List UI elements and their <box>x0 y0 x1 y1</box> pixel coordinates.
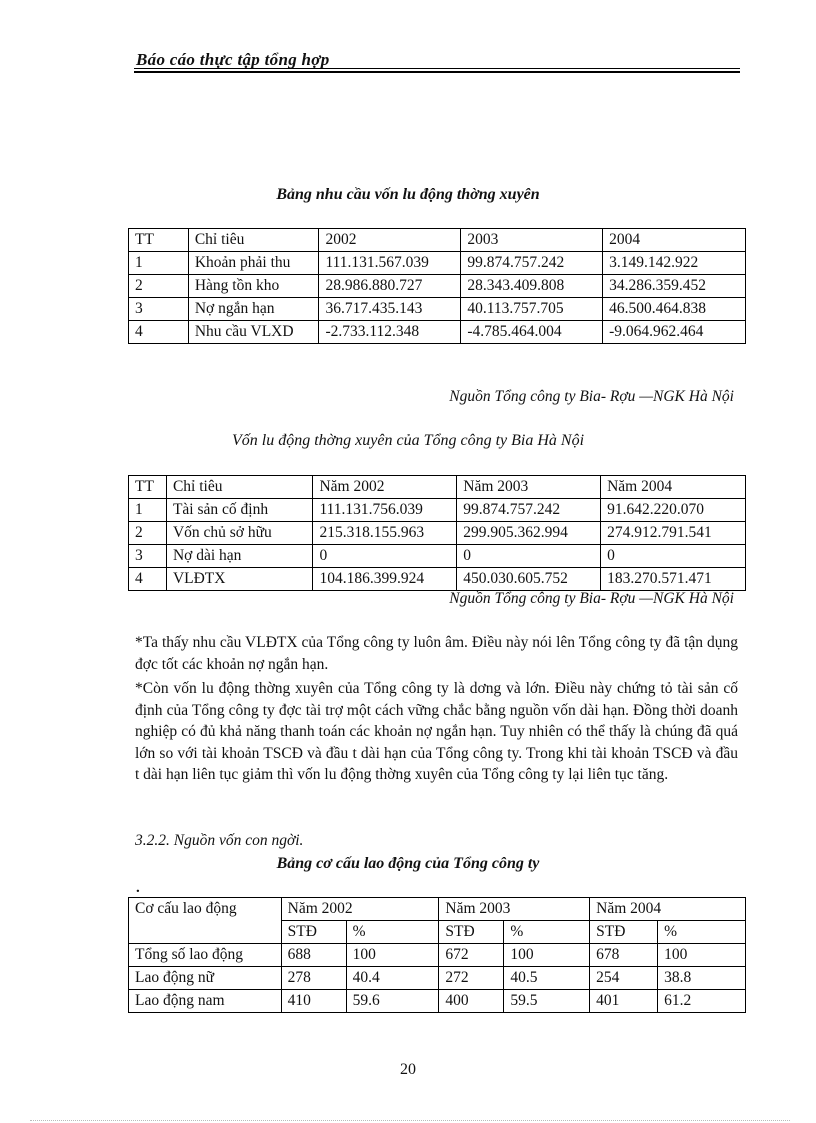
paragraph-2: *Còn vốn lu động thờng xuyên của Tổng công ty là dơng và lớn. Điều này chứng tỏ tài sản cố định của Tổng công ty đợc tài trợ một cách vững chắc bằng nguồn vốn dài hạn. Đồng thời doanh nghiệp có đủ khả năng thanh toán các khoản nợ ngắn hạn. Tuy nhiên có thể thấy là chúng đã quá lớn so với tài khoản TSCĐ và đầu t dài hạn của Tổng công ty. Trong khi tài khoản TSCĐ và đầu t dài hạn liên tục giảm thì vốn lu động thờng xuyên của Tổng công ty lại liên tục tăng. <box>135 680 738 784</box>
cell: 104.186.399.924 <box>313 568 457 591</box>
cell: 28.343.409.808 <box>461 275 603 298</box>
cell: -4.785.464.004 <box>461 321 603 344</box>
header-cell: Năm 2002 <box>281 898 439 921</box>
cell: 99.874.757.242 <box>457 499 601 522</box>
table-header-row <box>129 898 746 921</box>
cell: 400 <box>439 990 504 1013</box>
header-cell: Năm 2002 <box>313 476 457 499</box>
table-header-row <box>129 476 746 499</box>
header-cell: Chỉ tiêu <box>166 476 313 499</box>
paragraph-1: *Ta thấy nhu cầu VLĐTX của Tổng công ty luôn âm. Điều này nói lên Tổng công ty đã tận dụng đợc tốt các khoản nợ ngắn hạn. <box>135 634 738 673</box>
running-header: Báo cáo thực tập tổng hợp <box>136 50 330 69</box>
table2-source: Nguồn Tổng công ty Bia- Rợu —NGK Hà Nội <box>449 590 734 607</box>
cell: Nhu cầu VLXD <box>188 321 319 344</box>
cell: 0 <box>601 545 746 568</box>
cell: -2.733.112.348 <box>319 321 461 344</box>
cell: 450.030.605.752 <box>457 568 601 591</box>
cell: 2 <box>129 522 167 545</box>
header-rule-thin <box>134 68 740 69</box>
cell: 100 <box>504 944 590 967</box>
cell: 36.717.435.143 <box>319 298 461 321</box>
cell: Lao động nam <box>129 990 282 1013</box>
header-cell: STĐ <box>590 921 658 944</box>
cell: 61.2 <box>658 990 746 1013</box>
page-bottom-edge <box>30 1120 790 1121</box>
cell: 28.986.880.727 <box>319 275 461 298</box>
cell: 688 <box>281 944 346 967</box>
header-cell: 2002 <box>319 229 461 252</box>
cell: 2 <box>129 275 189 298</box>
header-cell: Năm 2004 <box>590 898 746 921</box>
cell: 254 <box>590 967 658 990</box>
cell: 100 <box>346 944 439 967</box>
table2-caption: Vốn lu động thờng xuyên của Tổng công ty Bia Hà Nội <box>231 432 585 449</box>
table3-caption: Bảng cơ cấu lao động của Tổng công ty <box>276 855 540 872</box>
cell: 410 <box>281 990 346 1013</box>
working-capital-table <box>128 475 746 591</box>
section-heading: 3.2.2. Nguồn vốn con ngời. <box>135 832 304 849</box>
cell: 215.318.155.963 <box>313 522 457 545</box>
cell: 0 <box>313 545 457 568</box>
cell: 274.912.791.541 <box>601 522 746 545</box>
header-cell: Năm 2004 <box>601 476 746 499</box>
table-row <box>129 522 746 545</box>
table-row <box>129 499 746 522</box>
cell: 3 <box>129 298 189 321</box>
table-header-row <box>129 229 746 252</box>
cell: -9.064.962.464 <box>603 321 746 344</box>
cell: Nợ ngắn hạn <box>188 298 319 321</box>
cell: Tổng số lao động <box>129 944 282 967</box>
header-cell: Cơ cấu lao động <box>129 898 282 944</box>
cell: 3 <box>129 545 167 568</box>
table1-source: Nguồn Tổng công ty Bia- Rợu —NGK Hà Nội <box>449 388 734 405</box>
table-row <box>129 990 746 1013</box>
table-row <box>129 298 746 321</box>
labor-structure-table <box>128 897 746 1013</box>
header-cell: TT <box>129 476 167 499</box>
cell: 299.905.362.994 <box>457 522 601 545</box>
table-row <box>129 944 746 967</box>
page-number: 20 <box>400 1061 416 1078</box>
cell: 59.5 <box>504 990 590 1013</box>
table-row <box>129 321 746 344</box>
table-row <box>129 568 746 591</box>
cell: Khoản phải thu <box>188 252 319 275</box>
header-cell: Năm 2003 <box>439 898 590 921</box>
header-cell: STĐ <box>281 921 346 944</box>
cell: 278 <box>281 967 346 990</box>
cell: 1 <box>129 499 167 522</box>
table-row <box>129 252 746 275</box>
cell: VLĐTX <box>166 568 313 591</box>
cell: 38.8 <box>658 967 746 990</box>
cell: Vốn chủ sở hữu <box>166 522 313 545</box>
header-cell: 2003 <box>461 229 603 252</box>
working-capital-needs-table <box>128 228 746 344</box>
cell: Tài sản cố định <box>166 499 313 522</box>
table-row <box>129 545 746 568</box>
cell: 111.131.756.039 <box>313 499 457 522</box>
cell: 1 <box>129 252 189 275</box>
cell: 111.131.567.039 <box>319 252 461 275</box>
stray-dot: . <box>136 880 140 896</box>
cell: 99.874.757.242 <box>461 252 603 275</box>
header-cell: 2004 <box>603 229 746 252</box>
header-cell: Năm 2003 <box>457 476 601 499</box>
header-cell: % <box>346 921 439 944</box>
cell: Nợ dài hạn <box>166 545 313 568</box>
table-row <box>129 275 746 298</box>
cell: 91.642.220.070 <box>601 499 746 522</box>
cell: 4 <box>129 568 167 591</box>
table1-caption: Bảng nhu cầu vốn lu động thờng xuyên <box>276 186 540 203</box>
cell: 678 <box>590 944 658 967</box>
cell: 4 <box>129 321 189 344</box>
table-row <box>129 967 746 990</box>
cell: 34.286.359.452 <box>603 275 746 298</box>
cell: Hàng tồn kho <box>188 275 319 298</box>
cell: 46.500.464.838 <box>603 298 746 321</box>
cell: 40.113.757.705 <box>461 298 603 321</box>
cell: 401 <box>590 990 658 1013</box>
cell: 272 <box>439 967 504 990</box>
cell: Lao động nữ <box>129 967 282 990</box>
cell: 0 <box>457 545 601 568</box>
cell: 40.5 <box>504 967 590 990</box>
cell: 183.270.571.471 <box>601 568 746 591</box>
cell: 3.149.142.922 <box>603 252 746 275</box>
header-cell: % <box>658 921 746 944</box>
cell: 40.4 <box>346 967 439 990</box>
cell: 672 <box>439 944 504 967</box>
header-cell: TT <box>129 229 189 252</box>
header-cell: Chỉ tiêu <box>188 229 319 252</box>
cell: 100 <box>658 944 746 967</box>
header-cell: STĐ <box>439 921 504 944</box>
cell: 59.6 <box>346 990 439 1013</box>
header-cell: % <box>504 921 590 944</box>
header-rule-thick <box>134 71 740 73</box>
